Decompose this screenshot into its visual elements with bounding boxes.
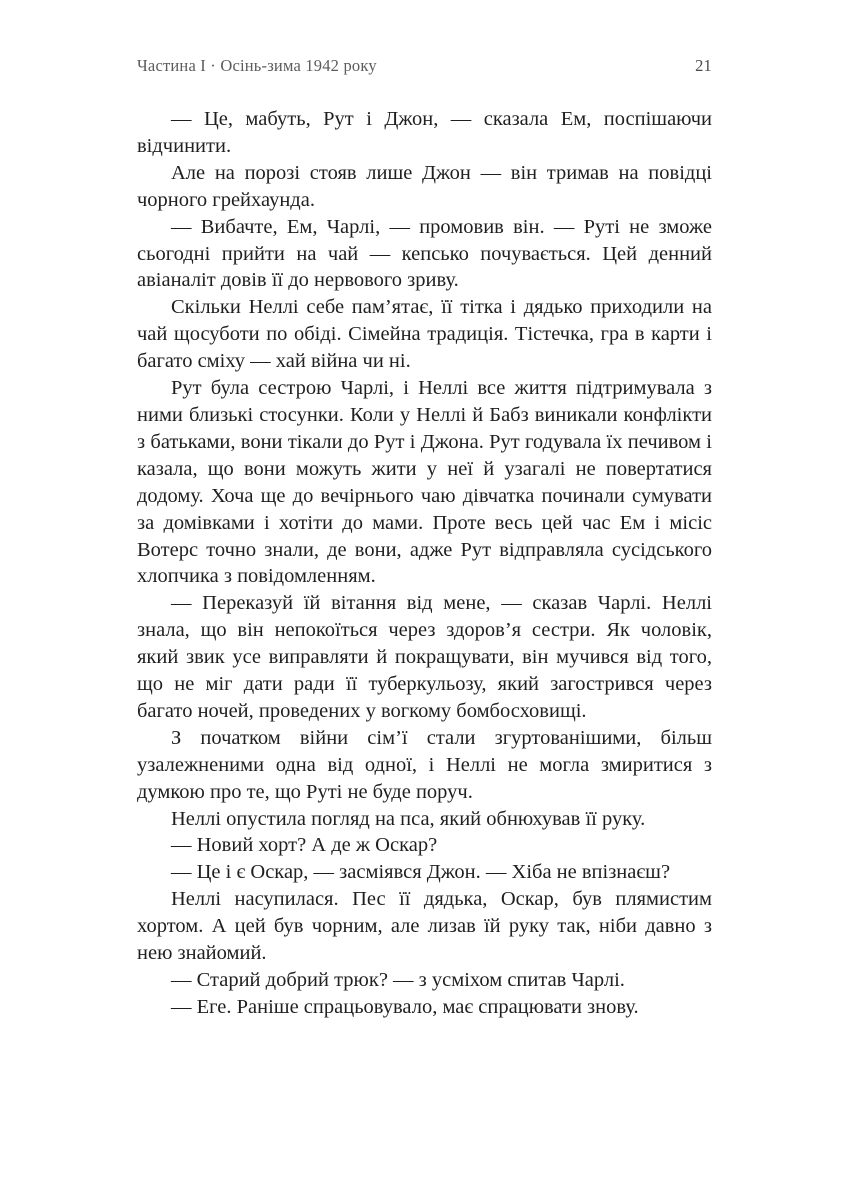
paragraph: З початком війни сім’ї стали згуртованішими, більш узалежненими одна від одної, і Неллі не могла змиритися з думкою про те, що Руті не буде поруч. <box>137 726 712 803</box>
running-header <box>137 56 712 76</box>
paragraph: — Переказуй їй вітання від мене, — сказав Чарлі. Неллі знала, що він непокоїться через здоров’я сестри. Як чоловік, який звик усе виправляти й покращувати, він мучився від того, що не міг дати ради її туберкульозу, який загострився через багато ночей, проведених у вогкому бомбосховищі. <box>137 592 712 722</box>
paragraph: — Вибачте, Ем, Чарлі, — промовив він. — Руті не зможе сьогодні прийти на чай — кепсько почувається. Цей денний авіаналіт довів її до нервового зриву. <box>137 215 712 292</box>
page-number: 21 <box>695 56 712 75</box>
paragraph: Неллі опустила погляд на пса, який обнюхував її руку. <box>171 807 646 830</box>
paragraph: Але на порозі стояв лише Джон — він тримав на повідці чорного грейхаунда. <box>137 161 712 211</box>
paragraph: — Старий добрий трюк? — з усміхом спитав Чарлі. <box>171 969 625 991</box>
paragraph: Скільки Неллі себе пам’ятає, її тітка і дядько приходили на чай щосуботи по обіді. Сімейна традиція. Тістечка, гра в карти і багато сміху — хай війна чи ні. <box>137 296 712 373</box>
paragraph: — Це і є Оскар, — засміявся Джон. — Хіба не впізнаєш? <box>171 861 671 884</box>
paragraph: — Еге. Раніше спрацьовувало, має спрацювати знову. <box>171 995 639 1018</box>
paragraph: — Новий хорт? А де ж Оскар? <box>171 834 438 857</box>
paragraph: Неллі насупилася. Пес її дядька, Оскар, був плямистим хортом. А цей був чорним, але лизав їй руку так, ніби давно з нею знайомий. <box>137 888 712 965</box>
running-head-title: Частина І · Осінь-зима 1942 року <box>137 56 377 75</box>
body-text <box>137 106 712 1021</box>
paragraph: Рут була сестрою Чарлі, і Неллі все життя підтримувала з ними близькі стосунки. Коли у Неллі й Бабз виникали конфлікти з батьками, вони тікали до Рут і Джона. Рут годувала їх печивом і казала, що вони можуть жити у неї й узагалі не повертатися додому. Хоча ще до вечірнього чаю дівчатка починали сумувати за домівками і хотіти до мами. Проте весь цей час Ем і місіс Вотерс точно знали, де вони, адже Рут відправляла сусідського хлопчика з повідомленням. <box>137 377 712 588</box>
paragraph: — Це, мабуть, Рут і Джон, — сказала Ем, поспішаючи відчинити. <box>137 108 712 157</box>
